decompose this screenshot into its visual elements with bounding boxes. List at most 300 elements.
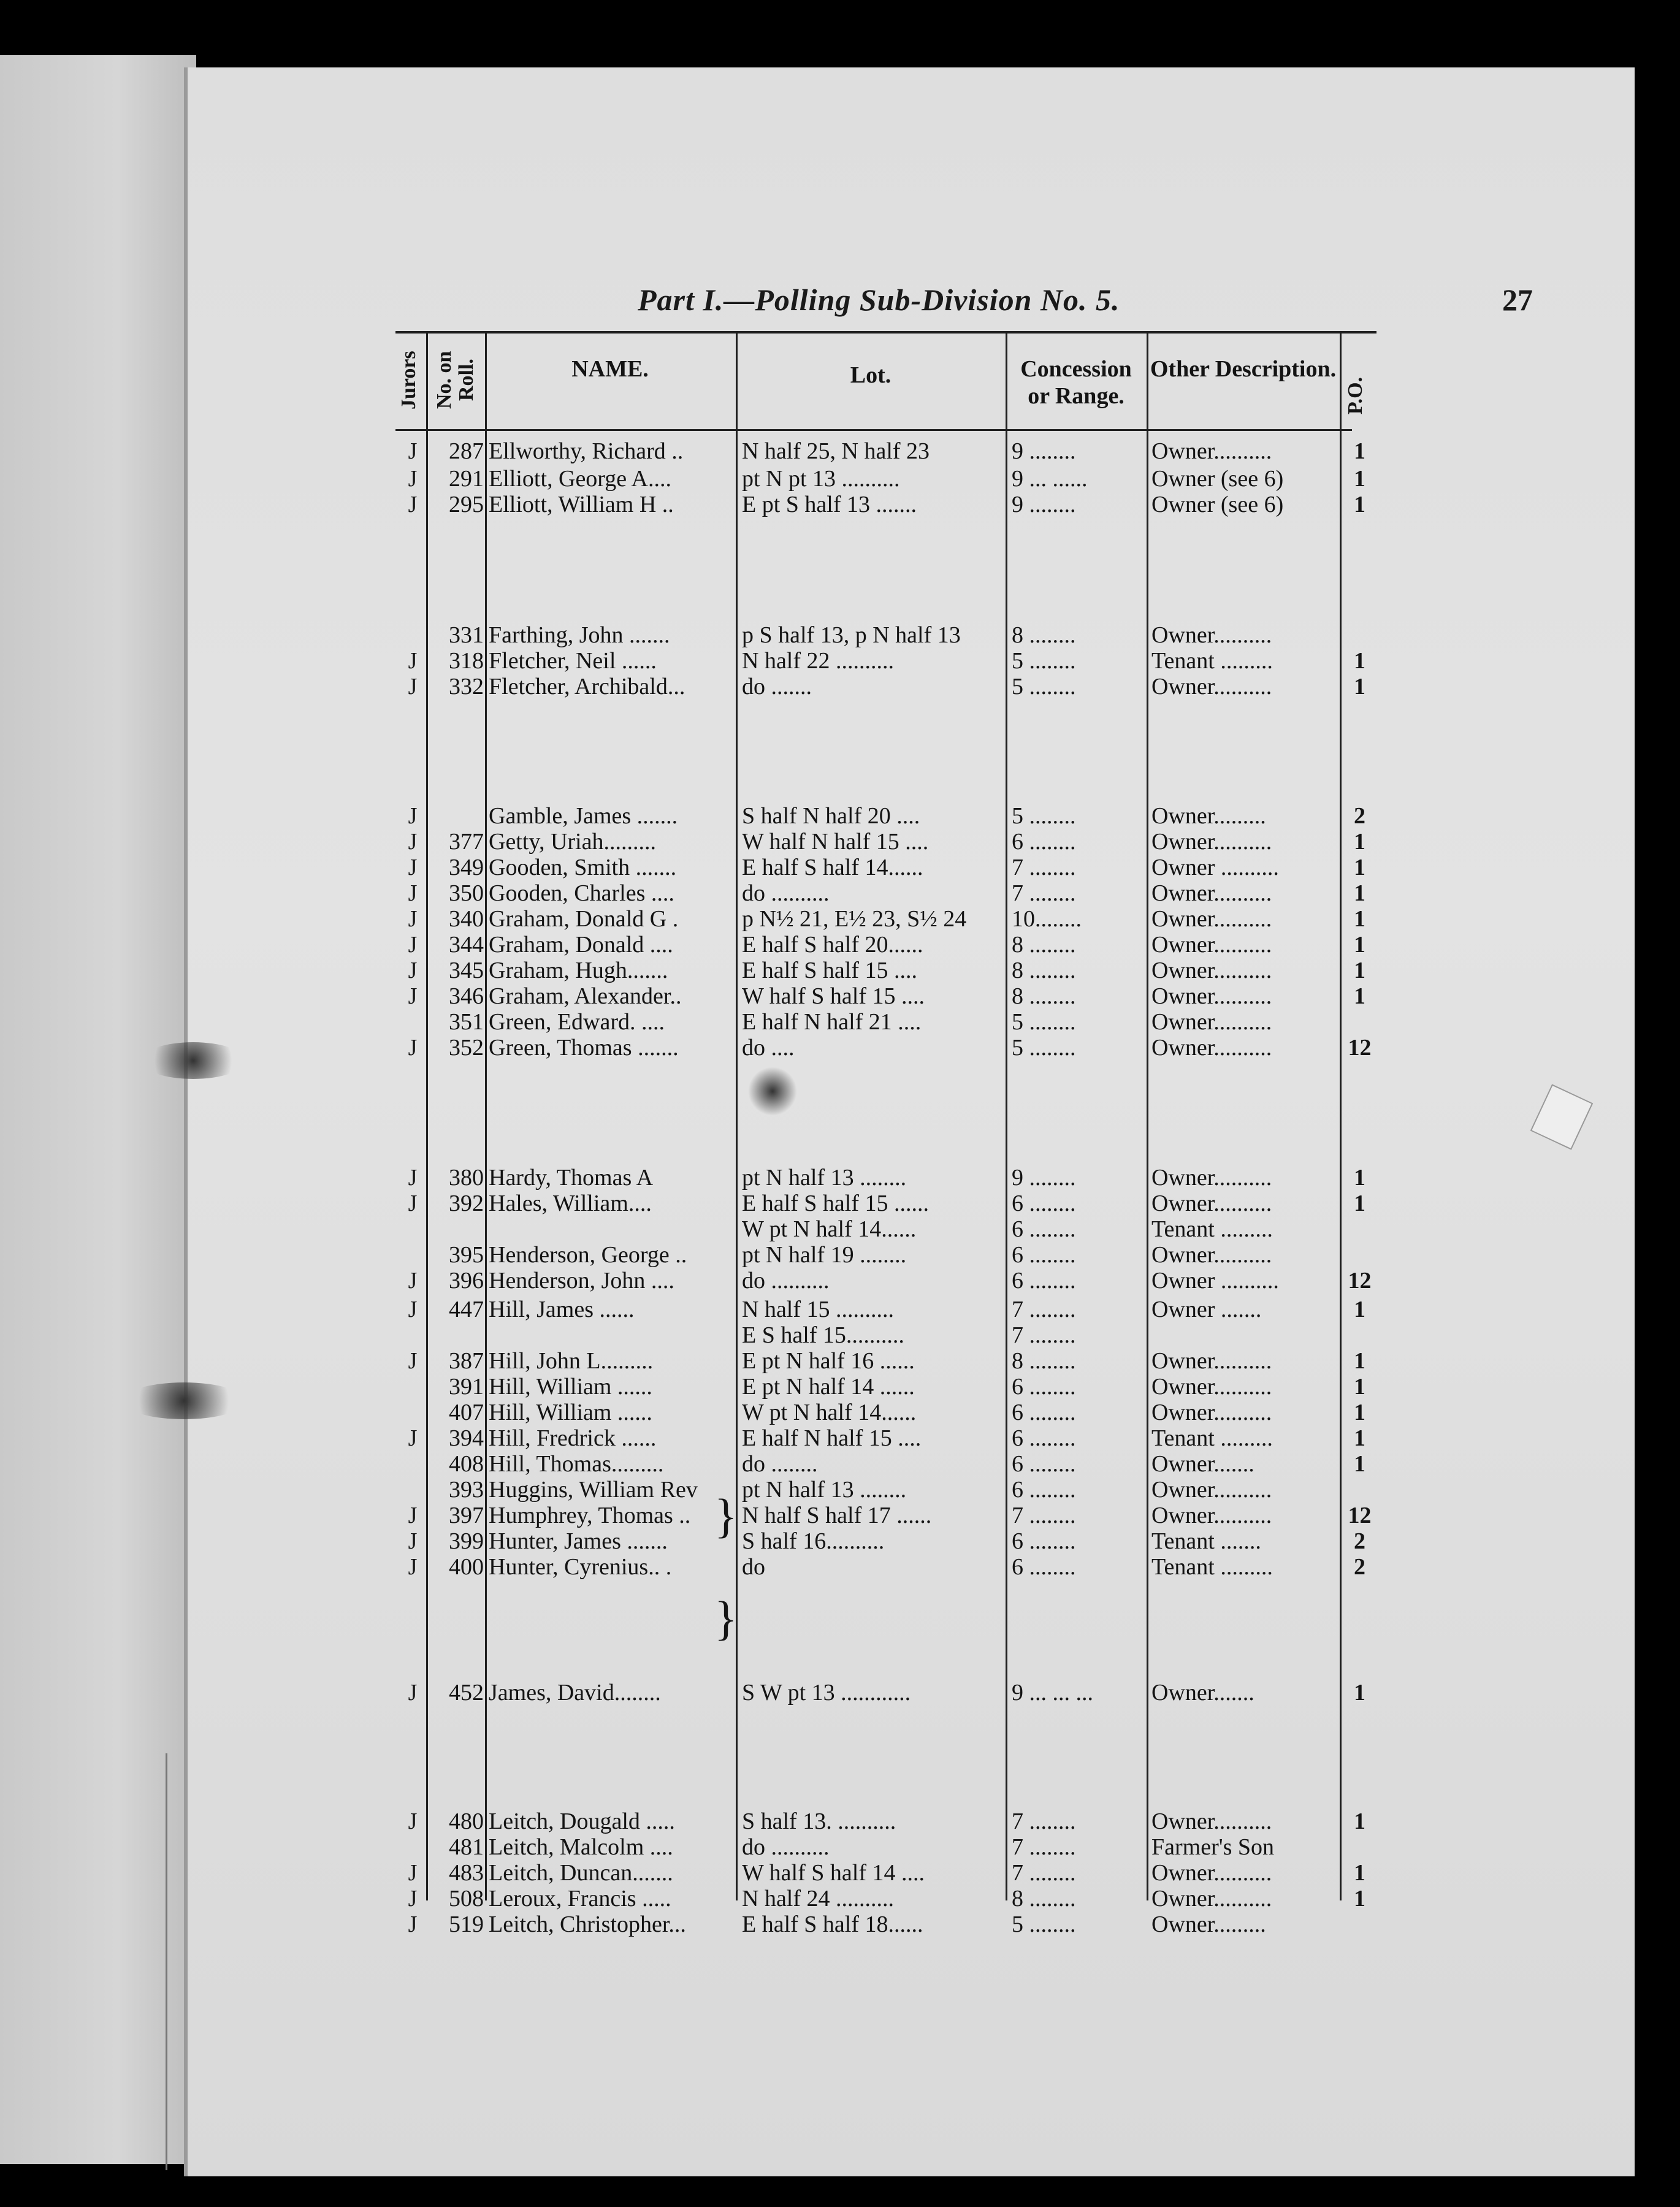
lot-description: W pt N half 14...... (742, 1216, 917, 1242)
voter-name: Graham, Donald .... (489, 932, 673, 958)
voter-name: Leitch, Dougald ..... (489, 1809, 675, 1834)
voter-name: Humphrey, Thomas .. (489, 1503, 691, 1528)
table-row (395, 466, 1376, 492)
concession: 6 ........ (1012, 1400, 1076, 1425)
other-description: Owner.......... (1151, 1191, 1272, 1216)
table-row (395, 1035, 1376, 1061)
concession: 9 ... ...... (1012, 466, 1088, 492)
roll-number: 391 (449, 1374, 484, 1400)
post-office: 1 (1354, 1425, 1365, 1451)
concession: 10........ (1012, 906, 1082, 932)
voter-name: Hunter, James ....... (489, 1528, 668, 1554)
table-row (395, 829, 1376, 855)
voter-name: Graham, Donald G . (489, 906, 679, 932)
other-description: Tenant ......... (1151, 1216, 1273, 1242)
other-description: Owner.......... (1151, 1809, 1272, 1834)
voter-name: Hales, William.... (489, 1191, 652, 1216)
post-office: 1 (1354, 855, 1365, 880)
voter-name: Green, Edward. .... (489, 1009, 665, 1035)
voter-name: Green, Thomas ....... (489, 1035, 679, 1061)
roll-number: 407 (449, 1400, 484, 1425)
roll-number: 380 (449, 1165, 484, 1191)
table-row (395, 1809, 1376, 1834)
table-row (395, 1528, 1376, 1554)
post-office: 1 (1354, 1374, 1365, 1400)
other-description: Owner.......... (1151, 983, 1272, 1009)
lot-description: W half N half 15 .... (742, 829, 929, 855)
lot-description: S half 16.......... (742, 1528, 885, 1554)
col-divider (426, 331, 428, 1900)
post-office: 1 (1354, 1809, 1365, 1834)
lot-description: E S half 15.......... (742, 1322, 904, 1348)
juror-mark: J (408, 855, 418, 880)
col-divider (1340, 331, 1342, 1900)
juror-mark: J (408, 648, 418, 674)
table-row (395, 438, 1376, 464)
voter-name: Leitch, Christopher... (489, 1912, 686, 1937)
other-description: Owner......... (1151, 1912, 1266, 1937)
concession: 6 ........ (1012, 829, 1076, 855)
other-description: Owner .......... (1151, 855, 1279, 880)
juror-mark: J (408, 1554, 418, 1580)
other-description: Owner.......... (1151, 1860, 1272, 1886)
table-row (395, 1477, 1376, 1503)
table-row (395, 906, 1376, 932)
concession: 6 ........ (1012, 1191, 1076, 1216)
juror-mark: J (408, 1165, 418, 1191)
other-description: Owner.......... (1151, 674, 1272, 699)
juror-mark: J (408, 1528, 418, 1554)
table-row (395, 1009, 1376, 1035)
juror-mark: J (408, 674, 418, 699)
concession: 6 ........ (1012, 1374, 1076, 1400)
other-description: Owner.......... (1151, 1886, 1272, 1912)
lot-description: pt N half 19 ........ (742, 1242, 907, 1268)
voter-name: Ellworthy, Richard .. (489, 438, 684, 464)
juror-mark: J (408, 1297, 418, 1322)
juror-mark: J (408, 1860, 418, 1886)
juror-mark: J (408, 803, 418, 829)
concession: 9 ........ (1012, 1165, 1076, 1191)
roll-number: 344 (449, 932, 484, 958)
post-office: 12 (1348, 1503, 1372, 1528)
voter-name: Leroux, Francis ..... (489, 1886, 671, 1912)
lot-description: do .......... (742, 1834, 830, 1860)
concession: 5 ........ (1012, 648, 1076, 674)
other-description: Owner.......... (1151, 958, 1272, 983)
concession: 7 ........ (1012, 855, 1076, 880)
lot-description: N half 15 .......... (742, 1297, 895, 1322)
post-office: 1 (1354, 1191, 1365, 1216)
roll-number: 287 (449, 438, 484, 464)
concession: 6 ........ (1012, 1528, 1076, 1554)
col-divider (736, 331, 738, 1900)
voter-name: Hill, Thomas......... (489, 1451, 664, 1477)
concession: 7 ........ (1012, 1860, 1076, 1886)
concession: 9 ........ (1012, 438, 1076, 464)
post-office: 1 (1354, 1348, 1365, 1374)
lot-description: E pt N half 16 ...... (742, 1348, 915, 1374)
other-description: Owner.......... (1151, 906, 1272, 932)
roll-number: 400 (449, 1554, 484, 1580)
voter-name: Henderson, George .. (489, 1242, 687, 1268)
post-office: 1 (1354, 932, 1365, 958)
concession: 6 ........ (1012, 1451, 1076, 1477)
page-number: 27 (1502, 283, 1533, 317)
table-row (395, 1680, 1376, 1706)
concession: 9 ........ (1012, 492, 1076, 517)
juror-mark: J (408, 438, 418, 464)
voter-name: Fletcher, Archibald... (489, 674, 685, 699)
table-row (395, 1400, 1376, 1425)
juror-mark: J (408, 932, 418, 958)
post-office: 12 (1348, 1035, 1372, 1061)
post-office: 1 (1354, 1680, 1365, 1706)
post-office: 1 (1354, 466, 1365, 492)
juror-mark: J (408, 1680, 418, 1706)
juror-mark: J (408, 1912, 418, 1937)
other-description: Owner.......... (1151, 622, 1272, 648)
other-description: Owner.......... (1151, 1503, 1272, 1528)
concession: 6 ........ (1012, 1216, 1076, 1242)
lot-description: pt N half 13 ........ (742, 1477, 907, 1503)
header-description: Other Description. (1150, 356, 1337, 382)
concession: 6 ........ (1012, 1425, 1076, 1451)
juror-mark: J (408, 829, 418, 855)
table-row (395, 1297, 1376, 1322)
header-no-on-roll: No. on Roll. (433, 351, 478, 410)
lot-description: E half N half 15 .... (742, 1425, 922, 1451)
roll-number: 352 (449, 1035, 484, 1061)
lot-description: do ........ (742, 1451, 818, 1477)
post-office: 2 (1354, 803, 1365, 829)
page-title: Part I.—Polling Sub-Division No. 5. (638, 283, 1120, 317)
lot-description: W half S half 14 .... (742, 1860, 925, 1886)
concession: 7 ........ (1012, 880, 1076, 906)
table-row (395, 958, 1376, 983)
voter-name: Gooden, Charles .... (489, 880, 674, 906)
voter-name: Hardy, Thomas A (489, 1165, 654, 1191)
lot-description: N half 22 .......... (742, 648, 895, 674)
brace: } (714, 1591, 738, 1645)
lot-description: do .... (742, 1035, 795, 1061)
other-description: Owner ....... (1151, 1297, 1262, 1322)
table-row (395, 1554, 1376, 1580)
roll-number: 318 (449, 648, 484, 674)
voter-name: Leitch, Malcolm .... (489, 1834, 673, 1860)
table-row (395, 1348, 1376, 1374)
juror-mark: J (408, 958, 418, 983)
roll-number: 291 (449, 466, 484, 492)
concession: 5 ........ (1012, 1035, 1076, 1061)
roll-number: 340 (449, 906, 484, 932)
other-description: Owner .......... (1151, 1268, 1279, 1294)
voter-name: Elliott, William H .. (489, 492, 674, 517)
table-row (395, 1216, 1376, 1242)
table-row (395, 1374, 1376, 1400)
other-description: Owner.......... (1151, 1348, 1272, 1374)
post-office: 1 (1354, 1297, 1365, 1322)
table-row (395, 648, 1376, 674)
table-row (395, 1860, 1376, 1886)
lot-description: E half S half 15 ...... (742, 1191, 930, 1216)
table-row (395, 1834, 1376, 1860)
roll-number: 295 (449, 492, 484, 517)
juror-mark: J (408, 1268, 418, 1294)
table-row (395, 1451, 1376, 1477)
ink-stain (141, 1042, 245, 1079)
brace: } (714, 1489, 738, 1542)
post-office: 1 (1354, 1860, 1365, 1886)
concession: 6 ........ (1012, 1268, 1076, 1294)
other-description: Owner.......... (1151, 1242, 1272, 1268)
roll-number: 519 (449, 1912, 484, 1937)
lot-description: do .......... (742, 1268, 830, 1294)
lot-description: S half 13. .......... (742, 1809, 896, 1834)
voter-name: James, David........ (489, 1680, 661, 1706)
concession: 7 ........ (1012, 1297, 1076, 1322)
post-office: 1 (1354, 983, 1365, 1009)
post-office: 2 (1354, 1528, 1365, 1554)
lot-description: W half S half 15 .... (742, 983, 925, 1009)
other-description: Owner.......... (1151, 829, 1272, 855)
post-office: 12 (1348, 1268, 1372, 1294)
voter-name: Hunter, Cyrenius.. . (489, 1554, 672, 1580)
concession: 7 ........ (1012, 1322, 1076, 1348)
table-row (395, 1425, 1376, 1451)
other-description: Owner.......... (1151, 1477, 1272, 1503)
table-top-rule (395, 331, 1376, 334)
other-description: Tenant ......... (1151, 648, 1273, 674)
roll-number: 349 (449, 855, 484, 880)
other-description: Owner.......... (1151, 1165, 1272, 1191)
post-office: 2 (1354, 1554, 1365, 1580)
voter-name: Hill, William ...... (489, 1374, 652, 1400)
roll-number: 351 (449, 1009, 484, 1035)
concession: 5 ........ (1012, 674, 1076, 699)
concession: 7 ........ (1012, 1834, 1076, 1860)
concession: 5 ........ (1012, 1912, 1076, 1937)
roll-number: 480 (449, 1809, 484, 1834)
roll-number: 331 (449, 622, 484, 648)
table-row (395, 492, 1376, 517)
table-row (395, 983, 1376, 1009)
voter-name: Graham, Alexander.. (489, 983, 682, 1009)
lot-description: S W pt 13 ............ (742, 1680, 911, 1706)
concession: 8 ........ (1012, 622, 1076, 648)
juror-mark: J (408, 1425, 418, 1451)
concession: 8 ........ (1012, 1886, 1076, 1912)
voters-list-table (395, 331, 1376, 1937)
voter-name: Henderson, John .... (489, 1268, 674, 1294)
juror-mark: J (408, 880, 418, 906)
concession: 5 ........ (1012, 803, 1076, 829)
other-description: Tenant ....... (1151, 1528, 1261, 1554)
post-office: 1 (1354, 648, 1365, 674)
voter-name: Hill, John L......... (489, 1348, 654, 1374)
table-row (395, 1191, 1376, 1216)
voter-name: Elliott, George A.... (489, 466, 671, 492)
roll-number: 345 (449, 958, 484, 983)
roll-number: 392 (449, 1191, 484, 1216)
juror-mark: J (408, 1035, 418, 1061)
lot-description: do (742, 1554, 765, 1580)
voter-name: Getty, Uriah......... (489, 829, 656, 855)
other-description: Tenant ......... (1151, 1554, 1273, 1580)
lot-description: N half S half 17 ...... (742, 1503, 932, 1528)
lot-description: p S half 13, p N half 13 (742, 622, 961, 648)
lot-description: W pt N half 14...... (742, 1400, 917, 1425)
lot-description: E half S half 15 .... (742, 958, 918, 983)
post-office: 1 (1354, 492, 1365, 517)
voter-name: Gooden, Smith ....... (489, 855, 677, 880)
post-office: 1 (1354, 1165, 1365, 1191)
concession: 6 ........ (1012, 1554, 1076, 1580)
header-lot: Lot. (850, 362, 892, 388)
juror-mark: J (408, 1503, 418, 1528)
post-office: 1 (1354, 906, 1365, 932)
roll-number: 483 (449, 1860, 484, 1886)
page-header (638, 282, 1533, 331)
roll-number: 332 (449, 674, 484, 699)
table-row (395, 1242, 1376, 1268)
roll-number: 346 (449, 983, 484, 1009)
lot-description: S half N half 20 .... (742, 803, 920, 829)
other-description: Owner....... (1151, 1680, 1254, 1706)
juror-mark: J (408, 492, 418, 517)
voter-name: Hill, James ...... (489, 1297, 635, 1322)
voter-name: Farthing, John ....... (489, 622, 670, 648)
juror-mark: J (408, 1191, 418, 1216)
table-row (395, 674, 1376, 699)
header-po: P.O. (1344, 376, 1367, 414)
other-description: Owner (see 6) (1151, 492, 1284, 517)
lot-description: E half N half 21 .... (742, 1009, 922, 1035)
roll-number: 395 (449, 1242, 484, 1268)
juror-mark: J (408, 1886, 418, 1912)
concession: 6 ........ (1012, 1242, 1076, 1268)
juror-mark: J (408, 466, 418, 492)
juror-mark: J (408, 983, 418, 1009)
table-row (395, 855, 1376, 880)
voter-name: Gamble, James ....... (489, 803, 678, 829)
other-description: Owner.......... (1151, 1035, 1272, 1061)
other-description: Tenant ......... (1151, 1425, 1273, 1451)
table-row (395, 1322, 1376, 1348)
table-row (395, 1503, 1376, 1528)
table-row (395, 622, 1376, 648)
concession: 5 ........ (1012, 1009, 1076, 1035)
voter-name: Fletcher, Neil ...... (489, 648, 657, 674)
roll-number: 399 (449, 1528, 484, 1554)
other-description: Farmer's Son (1151, 1834, 1275, 1860)
voter-name: Graham, Hugh....... (489, 958, 668, 983)
table-row (395, 1912, 1376, 1937)
other-description: Owner.......... (1151, 438, 1272, 464)
juror-mark: J (408, 1809, 418, 1834)
lot-description: do ....... (742, 674, 812, 699)
header-concession: Concession or Range. (1020, 356, 1132, 409)
other-description: Owner.......... (1151, 932, 1272, 958)
concession: 7 ........ (1012, 1503, 1076, 1528)
table-row (395, 1165, 1376, 1191)
voter-name: Leitch, Duncan....... (489, 1860, 673, 1886)
juror-mark: J (408, 1348, 418, 1374)
lot-description: E pt N half 14 ...... (742, 1374, 915, 1400)
lot-description: do .......... (742, 880, 830, 906)
concession: 8 ........ (1012, 1348, 1076, 1374)
concession: 8 ........ (1012, 932, 1076, 958)
table-row (395, 1268, 1376, 1294)
post-office: 1 (1354, 674, 1365, 699)
other-description: Owner.......... (1151, 1374, 1272, 1400)
post-office: 1 (1354, 1451, 1365, 1477)
lot-description: pt N pt 13 .......... (742, 466, 900, 492)
juror-mark: J (408, 906, 418, 932)
col-divider (1147, 331, 1148, 1900)
lot-description: N half 25, N half 23 (742, 438, 930, 464)
lot-description: N half 24 .......... (742, 1886, 895, 1912)
lot-description: E half S half 18...... (742, 1912, 923, 1937)
post-office: 1 (1354, 880, 1365, 906)
roll-number: 447 (449, 1297, 484, 1322)
table-row (395, 932, 1376, 958)
post-office: 1 (1354, 958, 1365, 983)
col-divider (1006, 331, 1007, 1900)
roll-number: 508 (449, 1886, 484, 1912)
page-fold (166, 1753, 167, 2170)
roll-number: 377 (449, 829, 484, 855)
other-description: Owner....... (1151, 1451, 1254, 1477)
roll-number: 394 (449, 1425, 484, 1451)
header-jurors: Jurors (397, 351, 420, 410)
concession: 7 ........ (1012, 1809, 1076, 1834)
post-office: 1 (1354, 829, 1365, 855)
roll-number: 397 (449, 1503, 484, 1528)
roll-number: 481 (449, 1834, 484, 1860)
roll-number: 408 (449, 1451, 484, 1477)
table-row (395, 880, 1376, 906)
table-row (395, 803, 1376, 829)
lot-description: pt N half 13 ........ (742, 1165, 907, 1191)
roll-number: 396 (449, 1268, 484, 1294)
lot-description: p N½ 21, E½ 23, S½ 24 (742, 906, 967, 932)
concession: 8 ........ (1012, 983, 1076, 1009)
concession: 6 ........ (1012, 1477, 1076, 1503)
concession: 8 ........ (1012, 958, 1076, 983)
other-description: Owner......... (1151, 803, 1266, 829)
other-description: Owner.......... (1151, 880, 1272, 906)
voter-name: Huggins, William Rev (489, 1477, 698, 1503)
col-divider (485, 331, 487, 1900)
post-office: 1 (1354, 1886, 1365, 1912)
ink-stain (123, 1382, 245, 1419)
voter-name: Hill, William ...... (489, 1400, 652, 1425)
other-description: Owner.......... (1151, 1009, 1272, 1035)
roll-number: 387 (449, 1348, 484, 1374)
roll-number: 393 (449, 1477, 484, 1503)
header-name: NAME. (571, 356, 649, 382)
other-description: Owner.......... (1151, 1400, 1272, 1425)
other-description: Owner (see 6) (1151, 466, 1284, 492)
roll-number: 350 (449, 880, 484, 906)
lot-description: E half S half 14...... (742, 855, 923, 880)
concession: 9 ... ... ... (1012, 1680, 1093, 1706)
table-row (395, 1886, 1376, 1912)
table-header-rule (395, 429, 1352, 431)
voter-name: Hill, Fredrick ...... (489, 1425, 657, 1451)
roll-number: 452 (449, 1680, 484, 1706)
